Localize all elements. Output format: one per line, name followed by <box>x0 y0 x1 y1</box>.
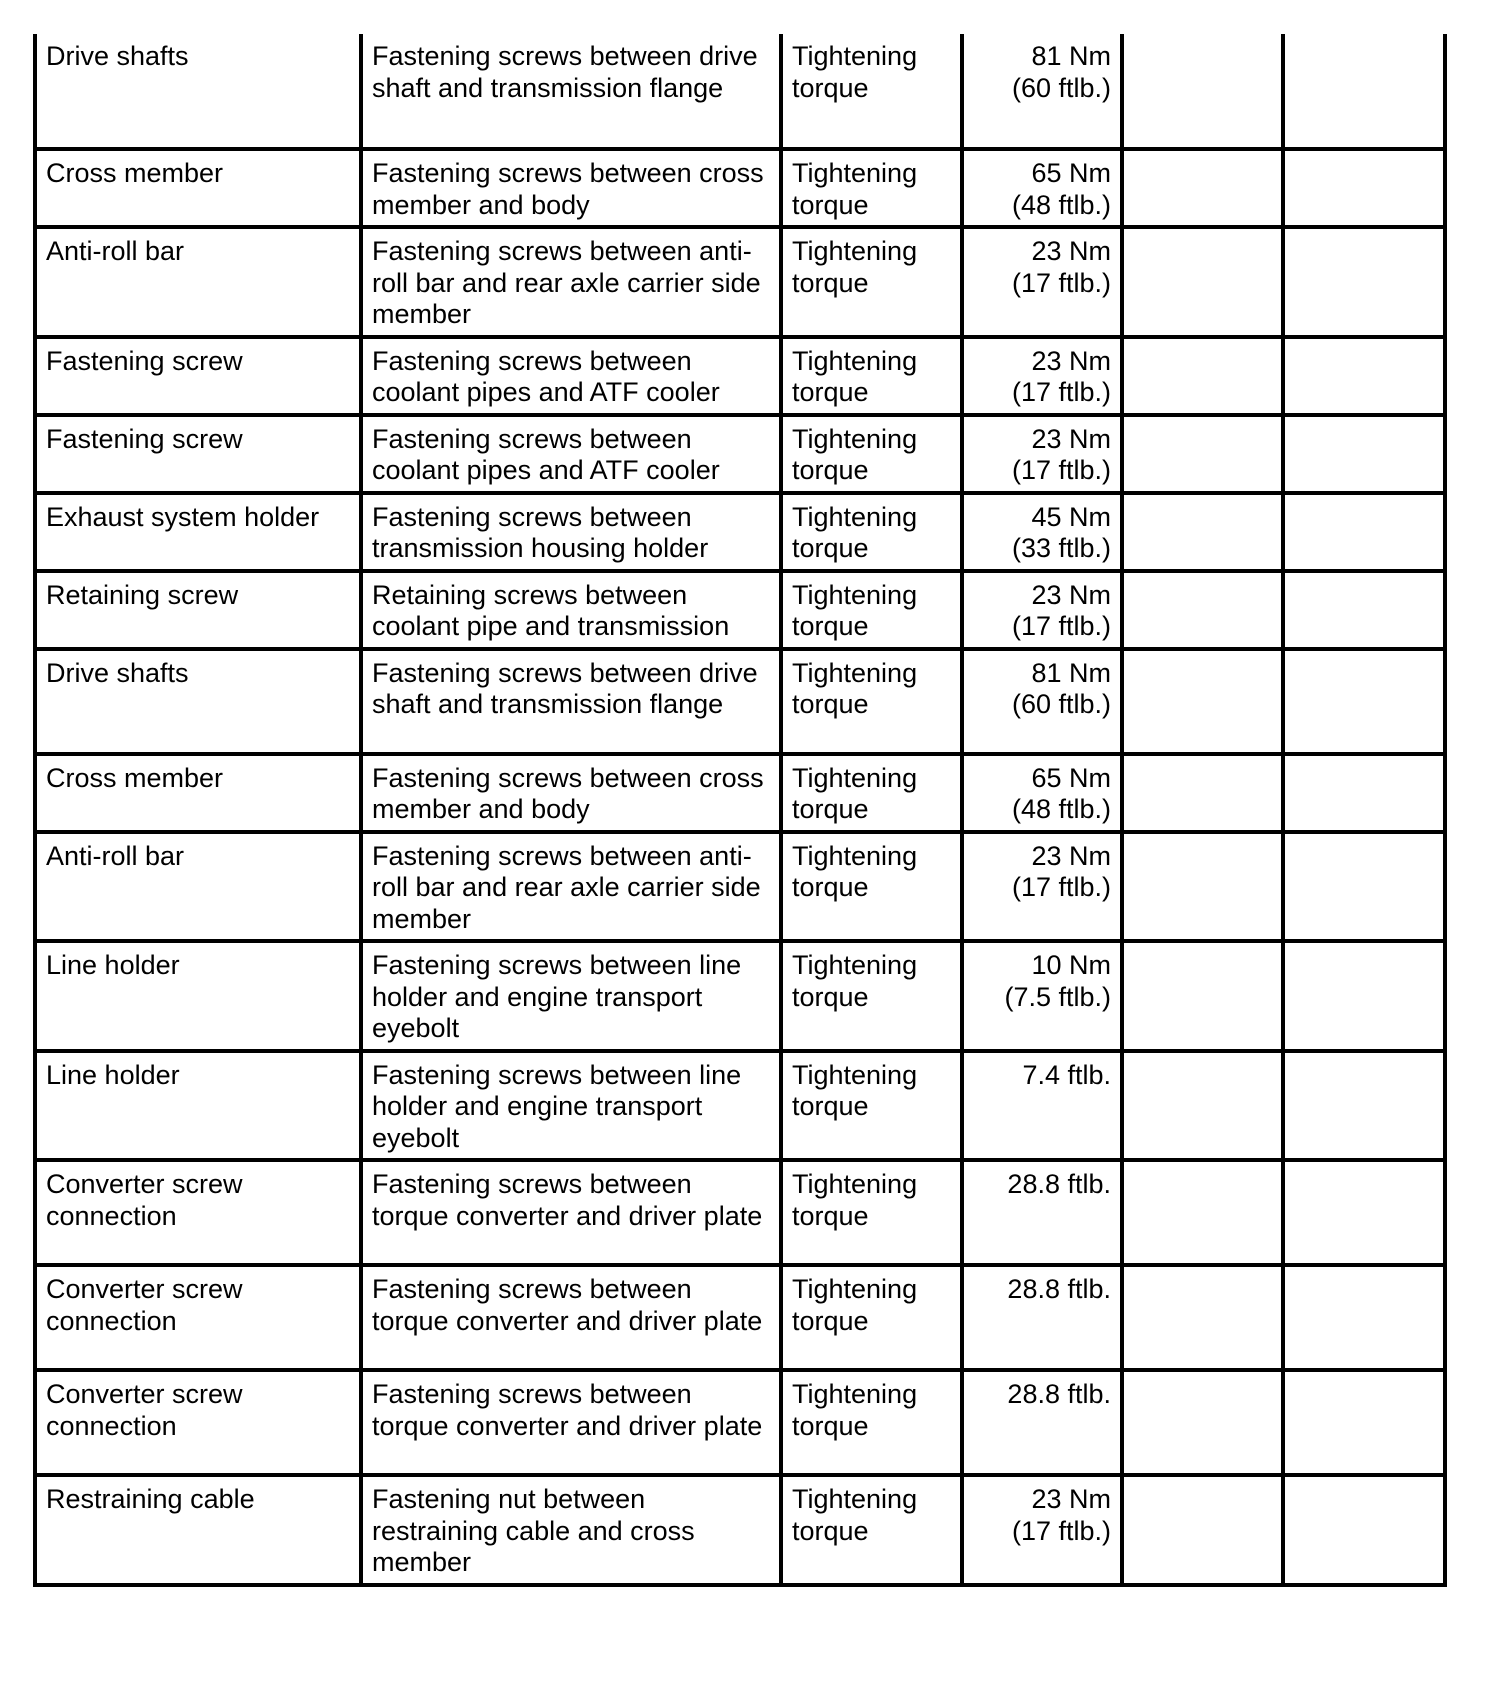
torque-value-primary: 28.8 ftlb. <box>1007 1274 1111 1304</box>
torque-type-cell: Tightening torque <box>781 1160 962 1265</box>
empty-cell-1 <box>1122 1475 1283 1585</box>
component-cell: Anti-roll bar <box>35 227 361 337</box>
empty-cell-1 <box>1122 227 1283 337</box>
torque-spec-table <box>33 34 1447 1587</box>
torque-type-cell: Tightening torque <box>781 1265 962 1370</box>
torque-value-primary: 23 Nm <box>1031 236 1111 266</box>
empty-cell-1 <box>1122 337 1283 415</box>
torque-value-cell <box>962 149 1122 227</box>
torque-value-primary: 81 Nm <box>1031 41 1111 71</box>
torque-value-secondary: (60 ftlb.) <box>1011 689 1111 719</box>
component-cell: Fastening screw <box>35 415 361 493</box>
torque-type-cell: Tightening torque <box>781 149 962 227</box>
torque-value-primary: 65 Nm <box>1031 762 1111 793</box>
torque-value-secondary: (17 ftlb.) <box>1011 377 1111 407</box>
component-cell: Retaining screw <box>35 571 361 649</box>
table-row <box>35 337 1445 415</box>
empty-cell-2 <box>1283 149 1445 227</box>
description-cell: Retaining screws between coolant pipe and transmission <box>361 571 781 649</box>
table-row <box>35 493 1445 571</box>
torque-value-primary: 45 Nm <box>1031 501 1111 532</box>
empty-cell-1 <box>1122 493 1283 571</box>
empty-cell-2 <box>1283 1475 1445 1585</box>
torque-value-cell <box>962 227 1122 337</box>
component-cell: Fastening screw <box>35 337 361 415</box>
torque-value-cell <box>962 1051 1122 1161</box>
torque-value-secondary: (17 ftlb.) <box>1011 611 1111 641</box>
table-row <box>35 227 1445 337</box>
description-cell: Fastening screws between cross member and body <box>361 754 781 832</box>
torque-value-primary: 28.8 ftlb. <box>1007 1379 1111 1409</box>
component-cell: Converter screw connection <box>35 1160 361 1265</box>
torque-value-cell <box>962 832 1122 942</box>
empty-cell-1 <box>1122 571 1283 649</box>
component-cell: Line holder <box>35 941 361 1051</box>
table-row <box>35 754 1445 832</box>
torque-type-cell: Tightening torque <box>781 754 962 832</box>
empty-cell-1 <box>1122 1160 1283 1265</box>
torque-value-primary: 7.4 ftlb. <box>1022 1059 1111 1090</box>
torque-type-cell: Tightening torque <box>781 337 962 415</box>
torque-value-secondary: (17 ftlb.) <box>1011 872 1111 902</box>
torque-value-secondary: (17 ftlb.) <box>1011 455 1111 485</box>
table-row <box>35 34 1445 149</box>
table-row <box>35 832 1445 942</box>
torque-spec-table-container <box>33 34 1447 1587</box>
component-cell: Exhaust system holder <box>35 493 361 571</box>
component-cell: Restraining cable <box>35 1475 361 1585</box>
component-cell: Drive shafts <box>35 34 361 149</box>
component-cell: Cross member <box>35 149 361 227</box>
empty-cell-1 <box>1122 941 1283 1051</box>
torque-value-primary: 23 Nm <box>1031 423 1111 454</box>
description-cell: Fastening screws between drive shaft and transmission flange <box>361 649 781 754</box>
torque-type-cell: Tightening torque <box>781 832 962 942</box>
empty-cell-2 <box>1283 337 1445 415</box>
empty-cell-1 <box>1122 832 1283 942</box>
empty-cell-2 <box>1283 571 1445 649</box>
table-row <box>35 941 1445 1051</box>
torque-value-cell <box>962 1475 1122 1585</box>
torque-type-cell: Tightening torque <box>781 415 962 493</box>
torque-value-primary: 28.8 ftlb. <box>1007 1169 1111 1199</box>
empty-cell-1 <box>1122 754 1283 832</box>
empty-cell-1 <box>1122 1265 1283 1370</box>
torque-value-primary: 65 Nm <box>1031 158 1111 188</box>
torque-value-cell <box>962 1160 1122 1265</box>
description-cell: Fastening screws between drive shaft and transmission flange <box>361 34 781 149</box>
torque-value-secondary: (48 ftlb.) <box>1011 794 1111 824</box>
torque-value-secondary: (33 ftlb.) <box>1011 533 1111 563</box>
torque-type-cell: Tightening torque <box>781 34 962 149</box>
torque-value-primary: 23 Nm <box>1031 840 1111 871</box>
empty-cell-2 <box>1283 1265 1445 1370</box>
empty-cell-2 <box>1283 1370 1445 1475</box>
torque-value-cell <box>962 649 1122 754</box>
torque-type-cell: Tightening torque <box>781 493 962 571</box>
empty-cell-2 <box>1283 941 1445 1051</box>
component-cell: Line holder <box>35 1051 361 1161</box>
torque-type-cell: Tightening torque <box>781 649 962 754</box>
description-cell: Fastening screws between anti-roll bar and rear axle carrier side member <box>361 227 781 337</box>
description-cell: Fastening screws between coolant pipes and ATF cooler <box>361 337 781 415</box>
torque-value-cell <box>962 571 1122 649</box>
torque-value-cell <box>962 941 1122 1051</box>
empty-cell-1 <box>1122 649 1283 754</box>
empty-cell-1 <box>1122 149 1283 227</box>
table-row <box>35 1160 1445 1265</box>
description-cell: Fastening screws between line holder and engine transport eyebolt <box>361 941 781 1051</box>
description-cell: Fastening nut between restraining cable and cross member <box>361 1475 781 1585</box>
empty-cell-2 <box>1283 227 1445 337</box>
empty-cell-1 <box>1122 415 1283 493</box>
torque-value-secondary: (60 ftlb.) <box>1011 72 1111 103</box>
empty-cell-2 <box>1283 832 1445 942</box>
torque-type-cell: Tightening torque <box>781 571 962 649</box>
torque-type-cell: Tightening torque <box>781 1370 962 1475</box>
description-cell: Fastening screws between torque converter and driver plate <box>361 1370 781 1475</box>
description-cell: Fastening screws between cross member and body <box>361 149 781 227</box>
empty-cell-2 <box>1283 649 1445 754</box>
component-cell: Drive shafts <box>35 649 361 754</box>
torque-value-primary: 81 Nm <box>1031 657 1111 688</box>
torque-value-cell <box>962 34 1122 149</box>
empty-cell-2 <box>1283 1051 1445 1161</box>
description-cell: Fastening screws between coolant pipes and ATF cooler <box>361 415 781 493</box>
torque-value-cell <box>962 415 1122 493</box>
empty-cell-2 <box>1283 1160 1445 1265</box>
empty-cell-1 <box>1122 34 1283 149</box>
torque-value-cell <box>962 493 1122 571</box>
torque-value-cell <box>962 754 1122 832</box>
component-cell: Anti-roll bar <box>35 832 361 942</box>
empty-cell-1 <box>1122 1051 1283 1161</box>
torque-value-secondary: (17 ftlb.) <box>1011 267 1111 298</box>
empty-cell-1 <box>1122 1370 1283 1475</box>
component-cell: Converter screw connection <box>35 1265 361 1370</box>
table-row <box>35 649 1445 754</box>
torque-type-cell: Tightening torque <box>781 227 962 337</box>
torque-value-cell <box>962 337 1122 415</box>
torque-value-cell <box>962 1370 1122 1475</box>
torque-value-cell <box>962 1265 1122 1370</box>
torque-value-secondary: (17 ftlb.) <box>1011 1515 1111 1546</box>
table-row <box>35 1265 1445 1370</box>
table-row <box>35 1051 1445 1161</box>
description-cell: Fastening screws between torque converter and driver plate <box>361 1160 781 1265</box>
table-row <box>35 149 1445 227</box>
component-cell: Converter screw connection <box>35 1370 361 1475</box>
empty-cell-2 <box>1283 415 1445 493</box>
torque-value-secondary: (7.5 ftlb.) <box>1004 981 1111 1012</box>
torque-value-primary: 23 Nm <box>1031 345 1111 376</box>
torque-type-cell: Tightening torque <box>781 1051 962 1161</box>
torque-value-primary: 10 Nm <box>1031 950 1111 980</box>
description-cell: Fastening screws between transmission housing holder <box>361 493 781 571</box>
table-row <box>35 415 1445 493</box>
torque-type-cell: Tightening torque <box>781 941 962 1051</box>
torque-value-primary: 23 Nm <box>1031 579 1111 610</box>
empty-cell-2 <box>1283 493 1445 571</box>
empty-cell-2 <box>1283 754 1445 832</box>
table-body <box>35 34 1445 1585</box>
description-cell: Fastening screws between torque converter and driver plate <box>361 1265 781 1370</box>
table-row <box>35 571 1445 649</box>
torque-type-cell: Tightening torque <box>781 1475 962 1585</box>
empty-cell-2 <box>1283 34 1445 149</box>
torque-value-primary: 23 Nm <box>1031 1484 1111 1514</box>
torque-value-secondary: (48 ftlb.) <box>1011 189 1111 220</box>
description-cell: Fastening screws between anti-roll bar and rear axle carrier side member <box>361 832 781 942</box>
component-cell: Cross member <box>35 754 361 832</box>
description-cell: Fastening screws between line holder and engine transport eyebolt <box>361 1051 781 1161</box>
table-row <box>35 1370 1445 1475</box>
table-row <box>35 1475 1445 1585</box>
